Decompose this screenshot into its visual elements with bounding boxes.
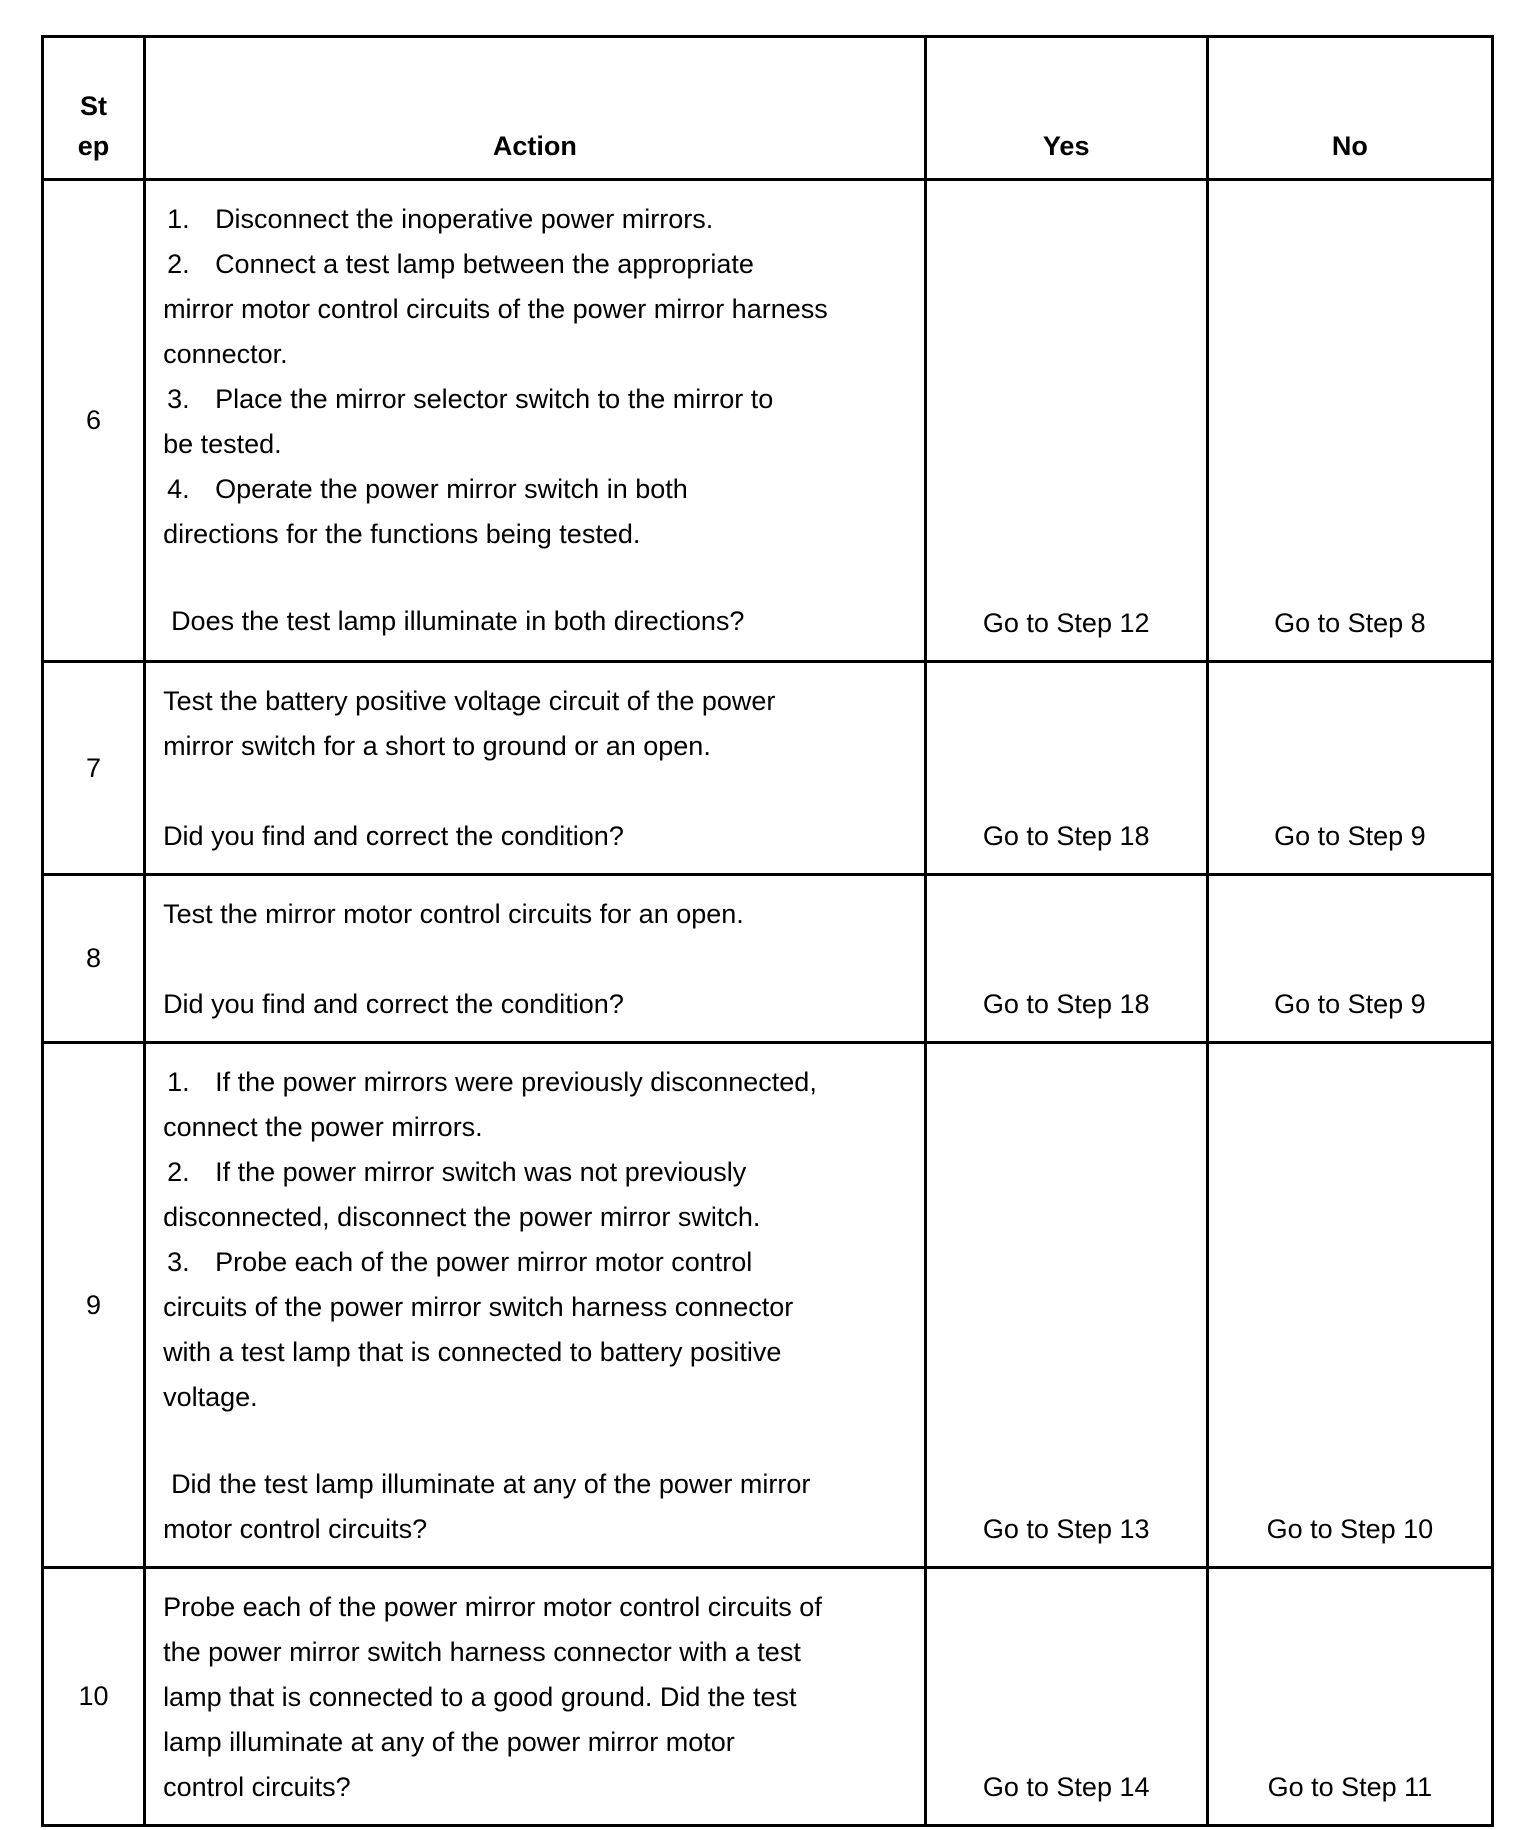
- yes-result: Go to Step 14: [925, 1568, 1207, 1826]
- yes-result: Go to Step 12: [925, 180, 1207, 662]
- step-question: Did you find and correct the condition?: [163, 821, 624, 851]
- table-row: [43, 875, 1493, 1043]
- action-column-header: Action: [145, 37, 926, 180]
- yes-column-header: Yes: [925, 37, 1207, 180]
- step-number: 10: [43, 1568, 145, 1826]
- list-item: 2. If the power mirror switch was not previously disconnected, disconnect the power mirror switch.: [163, 1157, 761, 1232]
- step-question: Does the test lamp illuminate in both directions?: [171, 606, 745, 636]
- action-cell: [145, 1043, 926, 1568]
- list-item: 1. If the power mirrors were previously disconnected, connect the power mirrors.: [163, 1067, 817, 1142]
- no-result: Go to Step 9: [1207, 875, 1492, 1043]
- no-column-header: No: [1207, 37, 1492, 180]
- step-number: 8: [43, 875, 145, 1043]
- action-cell: Test the battery positive voltage circuit of the power mirror switch for a short to ground or an open. Did you find and correct the condition?: [145, 662, 926, 875]
- step-header-line2: ep: [77, 131, 110, 161]
- step-header-line1: St: [80, 91, 108, 121]
- step-question: Did the test lamp illuminate at any of the power mirror motor control circuits?: [163, 1469, 811, 1544]
- list-item: 1. Disconnect the inoperative power mirrors.: [167, 204, 714, 234]
- step-question: Did you find and correct the condition?: [163, 989, 624, 1019]
- action-cell: [145, 180, 926, 662]
- table-row: [43, 180, 1493, 662]
- action-cell: Test the mirror motor control circuits for an open. Did you find and correct the condition?: [145, 875, 926, 1043]
- table-row: [43, 1568, 1493, 1826]
- step-number: 7: [43, 662, 145, 875]
- yes-result: Go to Step 13: [925, 1043, 1207, 1568]
- diagnostic-table: [41, 35, 1494, 1827]
- no-result: Go to Step 9: [1207, 662, 1492, 875]
- table-header-row: [43, 37, 1493, 180]
- list-item: 2. Connect a test lamp between the appropriate mirror motor control circuits of the power mirror harness connector.: [163, 249, 828, 369]
- list-item: 4. Operate the power mirror switch in both directions for the functions being tested.: [163, 474, 688, 549]
- no-result: Go to Step 10: [1207, 1043, 1492, 1568]
- step-column-header: [43, 37, 145, 180]
- no-result: Go to Step 11: [1207, 1568, 1492, 1826]
- step-number: 9: [43, 1043, 145, 1568]
- table-row: [43, 662, 1493, 875]
- step-number: 6: [43, 180, 145, 662]
- table-row: [43, 1043, 1493, 1568]
- list-item: 3. Probe each of the power mirror motor control circuits of the power mirror switch harness connector with a test lamp that is connected to battery positive voltage.: [163, 1247, 794, 1412]
- yes-result: Go to Step 18: [925, 875, 1207, 1043]
- action-cell: Probe each of the power mirror motor control circuits of the power mirror switch harness connector with a test lamp that is connected to a good ground. Did the test lamp illuminate at any of the power mirror motor control circuits?: [145, 1568, 926, 1826]
- diagnostic-table-container: [41, 35, 1494, 1815]
- no-result: Go to Step 8: [1207, 180, 1492, 662]
- yes-result: Go to Step 18: [925, 662, 1207, 875]
- list-item: 3. Place the mirror selector switch to the mirror to be tested.: [163, 384, 774, 459]
